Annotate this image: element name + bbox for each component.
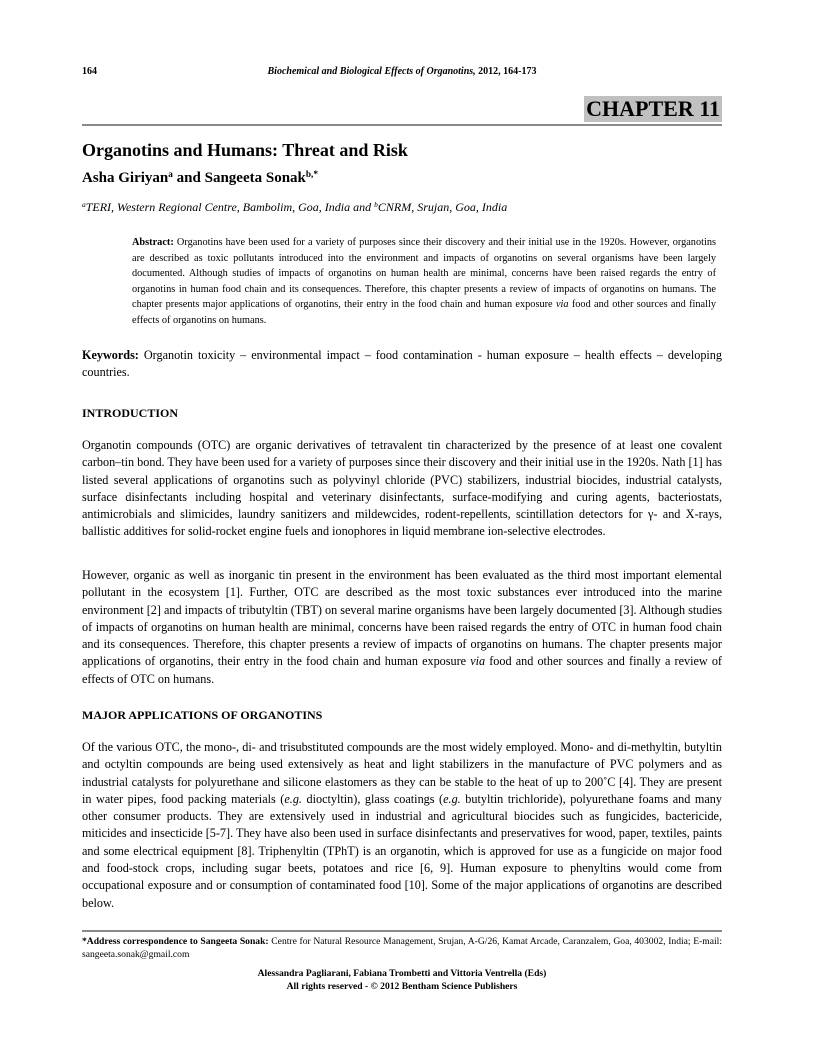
keywords-label: Keywords: <box>82 348 139 362</box>
editors-line: Alessandra Pagliarani, Fabiana Trombetti and Vittoria Ventrella (Eds) <box>257 968 547 979</box>
journal-info: 2012, 164-173 <box>475 66 537 77</box>
journal-title: Biochemical and Biological Effects of Organotins, <box>267 66 476 77</box>
author-affiliation-mark: b,* <box>305 169 319 180</box>
correspondence-footnote <box>82 935 722 961</box>
abstract-text: food and other sources and finally effects of organotins on humans. <box>132 299 716 326</box>
article-title: Organotins and Humans: Threat and Risk <box>82 140 408 160</box>
affiliation-text: CNRM, Srujan, Goa, India <box>377 200 508 214</box>
affiliation-text: TERI, Western Regional Centre, Bambolim, Goa, India and <box>85 200 375 214</box>
abstract-label: Abstract: <box>132 237 174 248</box>
rights-line: All rights reserved - © 2012 Bentham Science Publishers <box>286 981 518 992</box>
chapter-label: CHAPTER 11 <box>586 96 720 121</box>
author-affiliation-mark: a <box>168 169 173 180</box>
paragraph <box>82 567 722 688</box>
author-joiner: and <box>172 170 205 186</box>
abstract <box>132 235 716 329</box>
paragraph-text: butyltin trichloride), polyurethane foams and many other consumer products. They are extensively used in industrial and agricultural biocides such as fungicides, bactericide, miticides and insecticide [5-7]. They have also been used in surface disinfectants and preservatives for wood, paper, textiles, paints and some electrical equipment [8]. Triphenyltin (TPhT) is an organotin, which is approved for use as a fungicide on major food and food-stock crops, including sugar beets, potatoes and rice [6, 9]. Human exposure to phenyltins would come from occupational exposure and or consumption of contaminated food [10]. Some of the major applications of organotins are described below. <box>82 791 722 910</box>
paragraph-text: Of the various OTC, the mono-, di- and trisubstituted compounds are the most widely employed. Mono- and di-methyltin, butyltin and octyltin compounds are being used extensively as heat and light stabilizers in the manufacture of PVC polymers and as industrial catalysts for polyurethane and silicone elastomers as they can be stable to the heat of up to 200˚C [4]. They are present in water pipes, food packing materials ( <box>82 740 722 806</box>
paragraph-text: dioctyltin), glass coatings ( <box>301 791 444 806</box>
page-number: 164 <box>82 66 97 77</box>
affiliation-mark: b <box>374 199 378 209</box>
affiliations <box>82 200 507 215</box>
author-name: Asha Giriyan <box>82 170 169 186</box>
abstract-italic: via <box>555 299 569 311</box>
paragraph-text: food and other sources and finally a review of effects of OTC on humans. <box>82 654 722 686</box>
correspondence-label: *Address correspondence to Sangeeta Sonak: <box>82 936 269 947</box>
author-list <box>82 170 318 187</box>
paragraph-text: However, organic as well as inorganic tin present in the environment has been evaluated as the third most important elemental pollutant in the ecosystem [1]. Further, OTC are described as the most toxic substances ever introduced into the marine environment [2] and impacts of tributyltin (TBT) on several marine organisms have been largely documented [3]. Although studies of impacts of organotins on human health are minimal, concerns have been raised regards the entry of OTC in human food chain and its consequences. Therefore, this chapter presents a review of impacts of organotins on humans. The chapter presents major applications of organotins, their entry in the food chain and human exposure <box>82 568 722 669</box>
paragraph-italic: e.g. <box>284 791 302 806</box>
footnote-divider <box>82 930 722 932</box>
affiliation-mark: a <box>82 199 86 209</box>
section-heading-major-applications: MAJOR APPLICATIONS OF ORGANOTINS <box>82 708 323 722</box>
paragraph-italic: via <box>470 654 486 669</box>
paragraph-italic: e.g. <box>443 791 461 806</box>
abstract-text: Organotins have been used for a variety of purposes since their discovery and their initial use in the 1920s. However, organotins are described as toxic pollutants introduced into the environment and impacts of organotins on several organisms have been largely documented. Although studies of impacts of organotins on human health are minimal, concerns have been raised regards the entry of organotins in human food chain and its consequences. Therefore, this chapter presents a review of impacts of organotins on humans. The chapter presents major applications of organotins, their entry in the food chain and human exposure <box>132 237 716 311</box>
correspondence-text: Centre for Natural Resource Management, Srujan, A-G/26, Kamat Arcade, Caranzalem, Goa, 403002, India; E-mail: sangeeta.sonak@gmail.com <box>82 936 722 960</box>
author-name: Sangeeta Sonak <box>204 170 306 186</box>
keywords-text: Organotin toxicity – environmental impact – food contamination - human exposure – health effects – developing countries. <box>82 348 722 380</box>
paragraph: Organotin compounds (OTC) are organic derivatives of tetravalent tin characterized by the presence of at least one covalent carbon–tin bond. They have been used for a variety of purposes since their discovery and their initial use in the 1920s. Nath [1] has listed several applications of organotins such as polyvinyl chloride (PVC) stabilizers, industrial biocides, industrial catalysts, surface disinfectants including hospital and veterinary disinfectants, surface-modifying and curing agents, bacteriostats, antimicrobials and slimicides, laundry sanitizers and mildewcides, rodent-repellents, scintillation detectors for γ- and X-rays, ballistic additives for solid-rocket engine fuels and ionophores in liquid membrane ion-selective electrodes. <box>82 438 722 539</box>
header-divider <box>82 124 722 126</box>
paragraph <box>82 739 722 912</box>
keywords <box>82 347 722 382</box>
section-heading-introduction: INTRODUCTION <box>82 406 179 420</box>
publisher-credits <box>82 967 722 993</box>
journal-citation <box>82 66 722 77</box>
